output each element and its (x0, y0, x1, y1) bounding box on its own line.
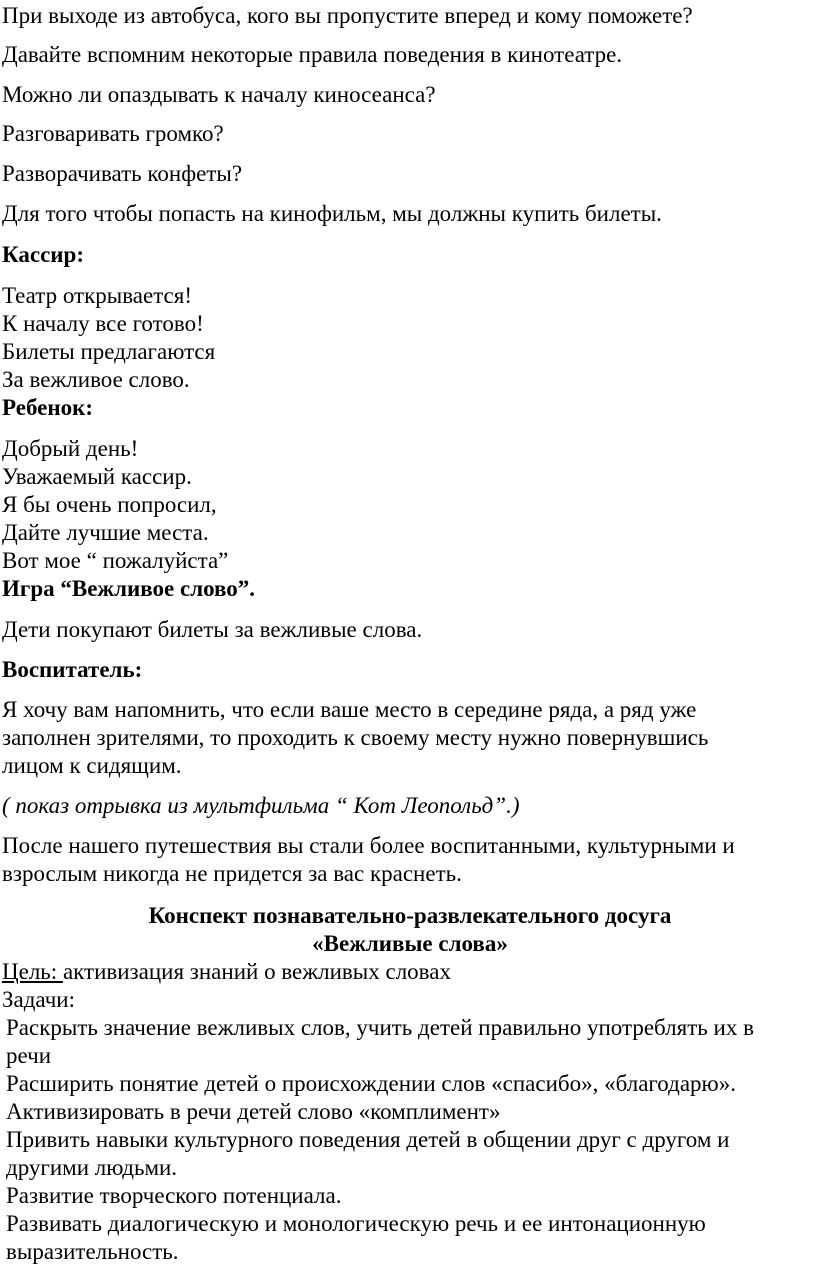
child-line: Дайте лучшие места. (2, 520, 209, 545)
child-line: Вот мое “ пожалуйста” (2, 548, 229, 573)
cashier-line: За вежливое слово. (2, 367, 190, 392)
teacher-line: лицом к сидящим. (2, 753, 182, 778)
teacher-line: Я хочу вам напомнить, что если ваше место в середине ряда, а ряд уже (2, 697, 697, 722)
tasks-label: Задачи: (2, 987, 75, 1012)
task-line: Привить навыки культурного поведения детей в общении друг с другом и (6, 1127, 730, 1152)
task-line: Расширить понятие детей о происхождении слов «спасибо», «благодарю». (6, 1071, 736, 1096)
cashier-line: Билеты предлагаются (2, 339, 216, 364)
game-title: Игра “Вежливое слово”. (2, 576, 256, 601)
summary-title: Конспект познавательно-развлекательного досуга (148, 903, 672, 928)
child-line: Добрый день! (2, 436, 139, 461)
child-line: Я бы очень попросил, (2, 492, 217, 517)
task-line: Активизировать в речи детей слово «комплимент» (6, 1099, 501, 1124)
task-line: Развитие творческого потенциала. (6, 1183, 342, 1208)
cashier-line: Театр открывается! (2, 283, 192, 308)
cashier-line: К началу все готово! (2, 311, 204, 336)
intro-line: Для того чтобы попасть на кинофильм, мы должны купить билеты. (2, 201, 662, 226)
child-line: Уважаемый кассир. (2, 464, 192, 489)
summary-subtitle: «Вежливые слова» (312, 931, 508, 956)
task-line: другими людьми. (6, 1155, 178, 1180)
closing-line: После нашего путешествия вы стали более воспитанными, культурными и (2, 833, 735, 858)
task-line: Раскрыть значение вежливых слов, учить детей правильно употреблять их в (6, 1015, 754, 1040)
teacher-role: Воспитатель: (2, 657, 143, 682)
task-line: Развивать диалогическую и монологическую речь и ее интонационную (6, 1211, 706, 1236)
teacher-line: заполнен зрителями, то проходить к своему месту нужно повернувшись (2, 725, 709, 750)
cartoon-note: ( показ отрывка из мультфильма “ Кот Леопольд”.) (2, 793, 520, 818)
intro-line: Можно ли опаздывать к началу киносеанса? (2, 82, 436, 107)
goal-label: Цель: (2, 959, 63, 984)
goal-line (2, 958, 451, 986)
goal-text: активизация знаний о вежливых словах (62, 959, 451, 984)
intro-line: Разворачивать конфеты? (2, 161, 243, 186)
task-line: речи (6, 1043, 52, 1068)
intro-line: Разговаривать громко? (2, 121, 224, 146)
child-role: Ребенок: (2, 395, 94, 420)
cashier-role: Кассир: (2, 242, 84, 267)
closing-line: взрослым никогда не придется за вас краснеть. (2, 861, 462, 886)
game-text: Дети покупают билеты за вежливые слова. (2, 617, 423, 642)
task-line: выразительность. (6, 1239, 179, 1264)
intro-line: При выходе из автобуса, кого вы пропустите вперед и кому поможете? (2, 3, 693, 28)
intro-line: Давайте вспомним некоторые правила поведения в кинотеатре. (2, 42, 623, 67)
